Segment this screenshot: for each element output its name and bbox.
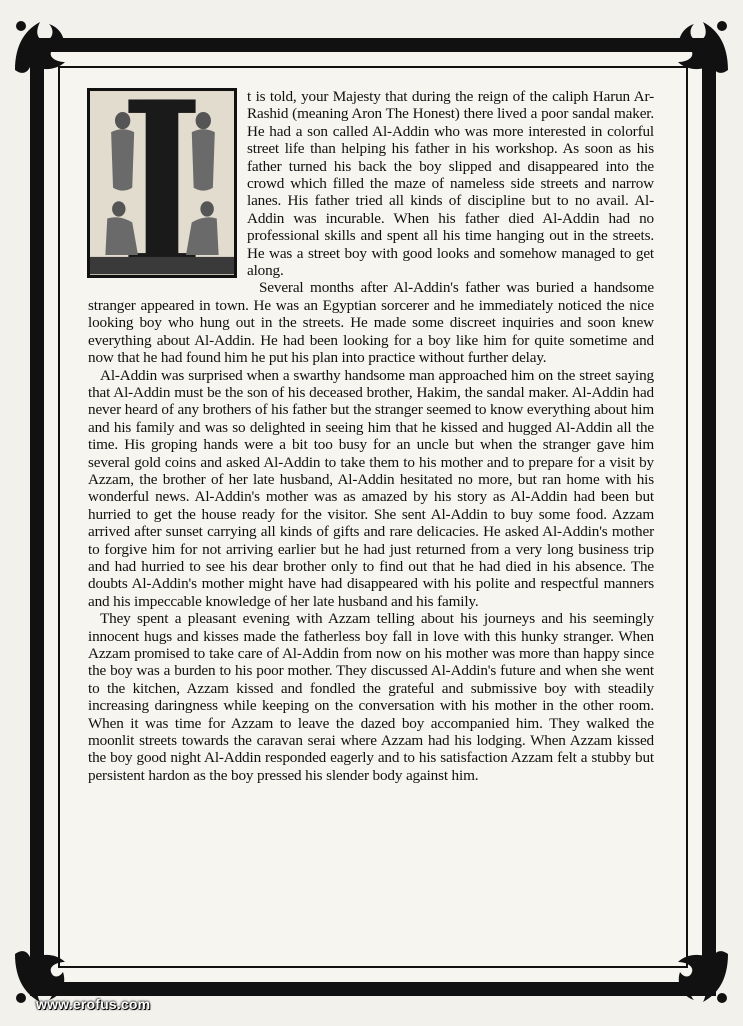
story-text (88, 88, 654, 784)
fleur-de-lis-ornament-icon (668, 944, 738, 1014)
illuminated-dropcap-icon (87, 88, 237, 278)
paragraph: Several months after Al-Addin's father was buried a handsome stranger appeared in town. He was an Egyptian sorcerer and he immediately noticed the nice looking boy who hung out in the streets. He made some discreet inquiries and soon knew everything about Al-Addin. He had been looking for a boy like him for quite sometime and now that he had found him he put his plan into practice without further delay. (88, 279, 654, 367)
paragraph: t is told, your Majesty that during the reign of the caliph Harun Ar-Rashid (meaning Aron The Honest) there lived a poor sandal maker. He had a son called Al-Addin who was more interested in colorful street life than helping his father in his workshop. As soon as his father turned his back the boy slipped and disappeared into the crowd which filled the maze of nameless side streets and narrow lanes. His father tried all kinds of discipline but to no avail. Al-Addin was incurable. When his father died Al-Addin had no professional skills and spent all his time hanging out in the streets. He was a street boy with good looks and somehow managed to get along. (247, 88, 654, 280)
paragraph: Al-Addin was surprised when a swarthy handsome man approached him on the street saying that Al-Addin must be the son of his deceased brother, Hakim, the sandal maker. Al-Addin had never heard of any brothers of his father but the stranger seemed to know everything about him and his family and was so delighted in seeing him that he kissed and hugged Al-Addin all the time. His groping hands were a bit too busy for an uncle but when the stranger gave him several gold coins and asked Al-Addin to take them to his mother and to prepare for a visit by Azzam, the brother of her late husband, Al-Addin hesitated no more, but ran home with his wonderful news. Al-Addin's mother was as amazed by his story as Al-Addin had been but hurried to get the house ready for the visitor. She sent Al-Addin to buy some food. Azzam arrived after sunset carrying all kinds of gifts and rare delicacies. He asked Al-Addin's mother to forgive him for not arriving earlier but he had just returned from a very long business trip and had hurried to see his dear brother only to find out that he had died in his absence. The doubts Al-Addin's mother might have had disappeared with his polite and respectful manners and his impeccable knowledge of her late husband and his family. (88, 366, 654, 610)
fleur-de-lis-ornament-icon (668, 10, 738, 80)
paragraph: They spent a pleasant evening with Azzam telling about his journeys and his seemingly innocent hugs and kisses made the fatherless boy fall in love with this hunky stranger. When Azzam promised to take care of Al-Addin from now on his mother was more than happy since the boy was a burden to his poor mother. They discussed Al-Addin's future and when she went to the kitchen, Azzam kissed and fondled the grateful and submissive boy with steadily increasing daringness while keeping on the conversation with his mother in the other room. When it was time for Azzam to leave the dazed boy accompanied him. They walked the moonlit streets towards the caravan serai where Azzam had his lodging. When Azzam kissed the boy good night Al-Addin responded eagerly and to his satisfaction Azzam felt a stubby but persistent hardon as the boy pressed his slender body against him. (88, 610, 654, 784)
watermark: www.erofus.com (36, 996, 151, 1012)
fleur-de-lis-ornament-icon (5, 10, 75, 80)
